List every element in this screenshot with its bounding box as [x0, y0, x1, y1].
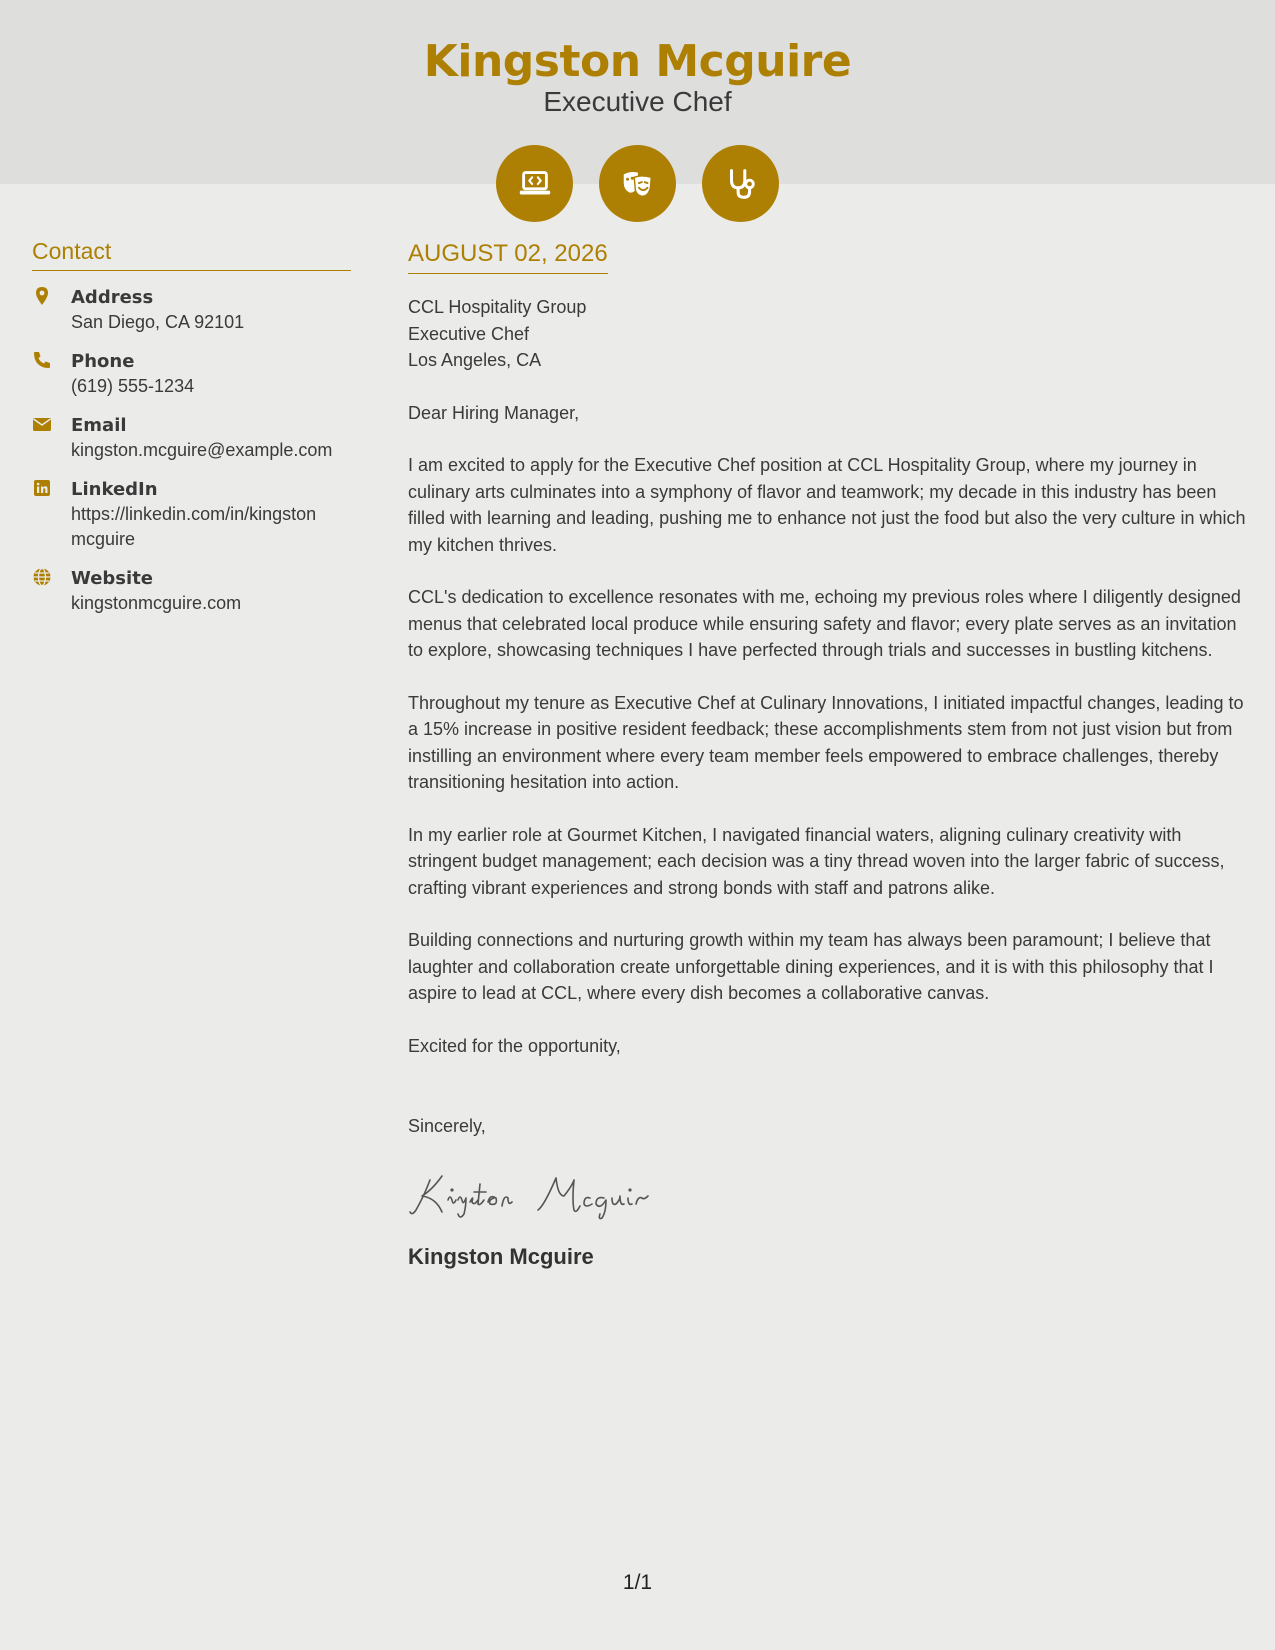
contact-list	[32, 285, 351, 616]
recipient-block	[408, 294, 1253, 374]
contact-heading: Contact	[32, 238, 351, 271]
closing: Sincerely,	[408, 1116, 486, 1136]
contact-linkedin	[32, 477, 351, 552]
interest-icons	[496, 145, 779, 222]
paragraph: Excited for the opportunity,	[408, 1035, 621, 1056]
contact-label: LinkedIn	[71, 479, 158, 500]
paragraph: In my earlier role at Gourmet Kitchen, I navigated financial waters, aligning culinary creativity with stringent budget management; each decision was a tiny thread woven into the larger fabric of success, crafting vibrant experiences and strong bonds with staff and patrons alike.	[408, 824, 1225, 898]
letter-text	[408, 400, 1253, 1060]
recipient-location: Los Angeles, CA	[408, 350, 542, 370]
page-number: 1/1	[622, 1571, 653, 1594]
contact-label: Website	[71, 568, 154, 589]
contact-value: (619) 555-1234	[71, 376, 195, 396]
contact-label: Email	[71, 415, 127, 436]
linkedin-icon	[32, 478, 54, 500]
contact-value[interactable]: kingstonmcguire.com	[71, 593, 242, 613]
contact-label: Address	[71, 287, 154, 308]
paragraph: Throughout my tenure as Executive Chef at Culinary Innovations, I initiated impactful changes, leading to a 15% increase in positive resident feedback; these accomplishments stem from not just vision but from instilling an environment where every team member feels empowered to embrace challenges, thereby transitioning hesitation into action.	[408, 692, 1244, 792]
recipient-position: Executive Chef	[408, 323, 530, 344]
contact-value[interactable]: https://linkedin.com/in/kingston mcguire	[71, 504, 317, 549]
contact-value[interactable]: kingston.mcguire@example.com	[71, 440, 333, 460]
stethoscope-icon	[702, 145, 779, 222]
candidate-name: Kingston Mcguire	[423, 36, 852, 87]
contact-value: San Diego, CA 92101	[71, 312, 245, 332]
paragraph: CCL's dedication to excellence resonates with me, echoing my previous roles where I diligently designed menus that celebrated local produce while ensuring safety and flavor; every plate serves as an invitation to explore, showcasing techniques I have perfected through trials and successes in bustling kitchens.	[408, 587, 1241, 660]
theater-masks-icon	[599, 145, 676, 222]
candidate-title: Executive Chef	[543, 86, 732, 117]
paragraph: I am excited to apply for the Executive Chef position at CCL Hospitality Group, where my journey in culinary arts culminates into a symphony of flavor and teamwork; my decade in this industry has been filled with learning and leading, pushing me to enhance not just the food but also the very culture in which my kitchen thrives.	[408, 455, 1246, 555]
recipient-company: CCL Hospitality Group	[408, 297, 587, 317]
contact-phone	[32, 349, 351, 399]
laptop-code-icon	[496, 145, 573, 222]
map-marker-icon	[32, 286, 54, 308]
globe-icon	[32, 567, 54, 589]
phone-icon	[32, 350, 54, 372]
contact-address	[32, 285, 351, 335]
contact-label: Phone	[71, 351, 135, 372]
signer-name: Kingston Mcguire	[408, 1243, 594, 1269]
paragraph: Building connections and nurturing growth within my team has always been paramount; I believe that laughter and collaboration create unforgettable dining experiences, and it is with this philosophy that I aspire to lead at CCL, where every dish becomes a collaborative canvas.	[408, 930, 1214, 1003]
contact-website	[32, 566, 351, 616]
letter-body	[408, 240, 1253, 1270]
handwritten-signature	[408, 1166, 670, 1222]
contact-email	[32, 413, 351, 463]
letter-date: AUGUST 02, 2026	[408, 240, 608, 274]
salutation: Dear Hiring Manager,	[408, 402, 580, 423]
contact-sidebar	[32, 238, 351, 630]
envelope-icon	[32, 414, 54, 436]
